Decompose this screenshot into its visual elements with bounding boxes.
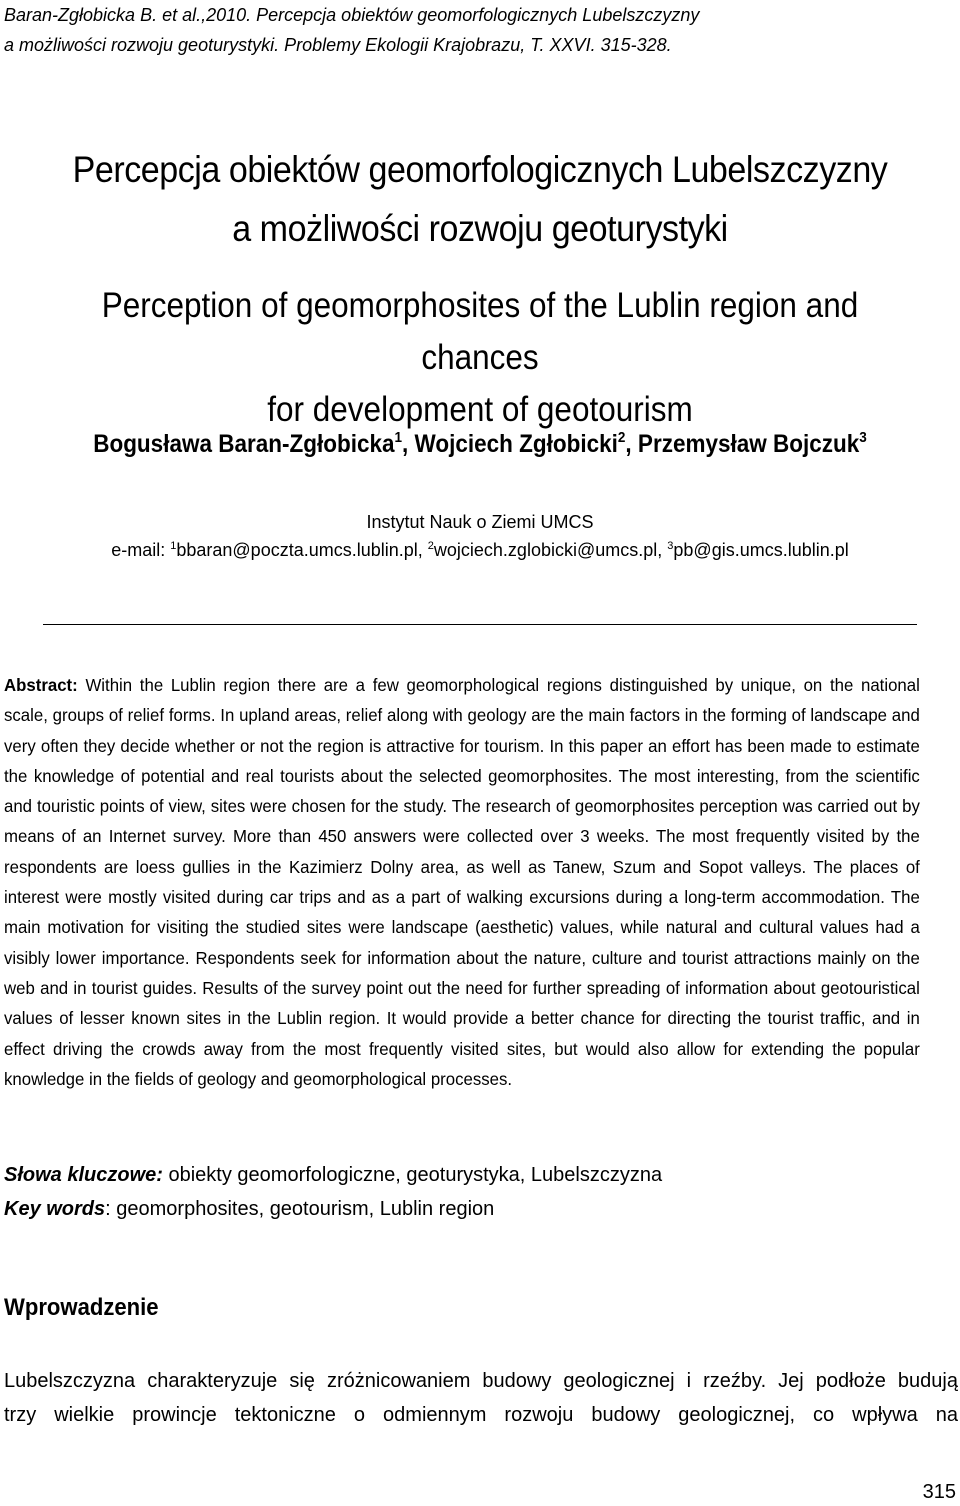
horizontal-divider bbox=[43, 624, 917, 625]
intro-word: trzy bbox=[4, 1404, 37, 1426]
intro-word: budują bbox=[897, 1370, 958, 1392]
email-line bbox=[0, 536, 960, 564]
intro-word: geologicznej bbox=[563, 1370, 675, 1392]
keywords-block bbox=[4, 1158, 954, 1226]
author-3-affiliation-mark: 3 bbox=[859, 429, 867, 446]
author-2-name: Wojciech Zgłobicki bbox=[414, 430, 618, 458]
author-3-name: Przemysław Bojczuk bbox=[637, 430, 860, 458]
keywords-english-label: Key words bbox=[4, 1198, 106, 1220]
title-english bbox=[48, 280, 912, 436]
intro-word: Jej bbox=[778, 1370, 804, 1392]
intro-word: co bbox=[813, 1404, 835, 1426]
title-english-line-2: for development of geotourism bbox=[267, 390, 693, 429]
author-separator: , bbox=[402, 430, 415, 458]
email-3-mark: 3 bbox=[667, 540, 674, 552]
author-1-affiliation-mark: 1 bbox=[394, 429, 403, 446]
intro-word: budowy bbox=[591, 1404, 661, 1426]
citation-header bbox=[4, 0, 944, 60]
citation-line-2: a możliwości rozwoju geoturystyki. Problemy Ekologii Krajobrazu, T. XXVI. 315-328. bbox=[4, 35, 672, 55]
intro-word: tektoniczne bbox=[234, 1404, 336, 1426]
email-separator: , bbox=[657, 540, 668, 560]
email-1-mark: 1 bbox=[170, 540, 177, 552]
author-1-name: Bogusława Baran-Zgłobicka bbox=[93, 430, 395, 458]
intro-word: się bbox=[289, 1370, 315, 1392]
page-number: 315 bbox=[922, 1481, 956, 1503]
intro-word: zróżnicowaniem bbox=[326, 1370, 471, 1392]
abstract-text: Within the Lublin region there are a few geomorphological regions distinguished by unique, on the national scale, groups of relief forms. In upland areas, relief along with geology are the main factors in the forming of landscape and very often they decide whether or not the region is attractive for tourism. In this paper an effort has been made to estimate the knowledge of potential and real tourists about the selected geomorphosites. The most interesting, from the scientific and touristic points of view, sites were chosen for the study. The research of geomorphosites perception was carried out by means of an Internet survey. More than 450 answers were collected over 3 weeks. The most frequently visited by the respondents are loess gullies in the Kazimierz Dolny area, as well as Tanew, Szum and Sopot valleys. The places of interest were mostly visited during car trips and as a part of walking excursions during a long-term accommodation. The main motivation for visiting the studied sites were landscape (aesthetic) values, while natural and cultural values had a visibly lower importance. Respondents seek for information about the nature, culture and tourist attractions mainly on the web and in tourist guides. Results of the survey point out the need for further spreading of information about geotouristical values of lesser known sites in the Lublin region. It would provide a better chance for directing the tourist traffic, and in effect driving the crowds away from the most frequently visited sites, but would also allow for extending the popular knowledge in the fields of geology and geomorphological processes. bbox=[4, 675, 920, 1089]
keywords-polish-text: obiekty geomorfologiczne, geoturystyka, Lubelszczyzna bbox=[162, 1164, 663, 1186]
intro-word: geologicznej, bbox=[678, 1404, 796, 1426]
email-link-2[interactable]: wojciech.zglobicki@umcs.pl bbox=[433, 540, 658, 560]
email-link-1[interactable]: bbaran@poczta.umcs.lublin.pl bbox=[176, 540, 418, 560]
intro-word: Lubelszczyzna bbox=[4, 1370, 136, 1392]
email-separator: , bbox=[417, 540, 428, 560]
authors-line bbox=[48, 424, 912, 464]
title-polish-line-2: a możliwości rozwoju geoturystyki bbox=[232, 208, 728, 249]
intro-word: charakteryzuje bbox=[147, 1370, 278, 1392]
intro-word: rzeźby. bbox=[703, 1370, 767, 1392]
affiliation: Instytut Nauk o Ziemi UMCS bbox=[366, 512, 594, 532]
title-polish bbox=[38, 140, 921, 258]
intro-word: prowincje bbox=[132, 1404, 217, 1426]
intro-word: rozwoju bbox=[504, 1404, 574, 1426]
author-2-affiliation-mark: 2 bbox=[617, 429, 626, 446]
author-separator: , bbox=[625, 430, 638, 458]
keywords-english-text: : geomorphosites, geotourism, Lublin region bbox=[105, 1198, 495, 1220]
intro-word: wielkie bbox=[54, 1404, 115, 1426]
title-english-line-1: Perception of geomorphosites of the Lublin region and chances bbox=[101, 286, 859, 377]
intro-word: wpływa bbox=[852, 1404, 918, 1426]
title-polish-line-1: Percepcja obiektów geomorfologicznych Lubelszczyzny bbox=[72, 149, 888, 190]
intro-word: o bbox=[353, 1404, 366, 1426]
keywords-polish-label: Słowa kluczowe: bbox=[4, 1164, 163, 1186]
email-2-mark: 2 bbox=[427, 540, 434, 552]
intro-word: i bbox=[686, 1370, 692, 1392]
section-heading: Wprowadzenie bbox=[4, 1294, 159, 1321]
abstract-label: Abstract: bbox=[4, 675, 78, 695]
abstract bbox=[4, 670, 920, 1094]
intro-word: na bbox=[935, 1404, 958, 1426]
intro-word: odmiennym bbox=[383, 1404, 487, 1426]
intro-word: podłoże bbox=[815, 1370, 886, 1392]
intro-line-1 bbox=[4, 1364, 958, 1398]
keywords-polish bbox=[4, 1158, 954, 1192]
intro-paragraph bbox=[4, 1364, 958, 1432]
intro-word: budowy bbox=[482, 1370, 552, 1392]
keywords-english bbox=[4, 1192, 954, 1226]
email-link-3[interactable]: pb@gis.umcs.lublin.pl bbox=[673, 540, 849, 560]
intro-line-2 bbox=[4, 1398, 958, 1432]
citation-line-1: Baran-Zgłobicka B. et al.,2010. Percepcja obiektów geomorfologicznych Lubelszczyzny bbox=[4, 5, 700, 25]
email-prefix: e-mail: bbox=[111, 540, 171, 560]
